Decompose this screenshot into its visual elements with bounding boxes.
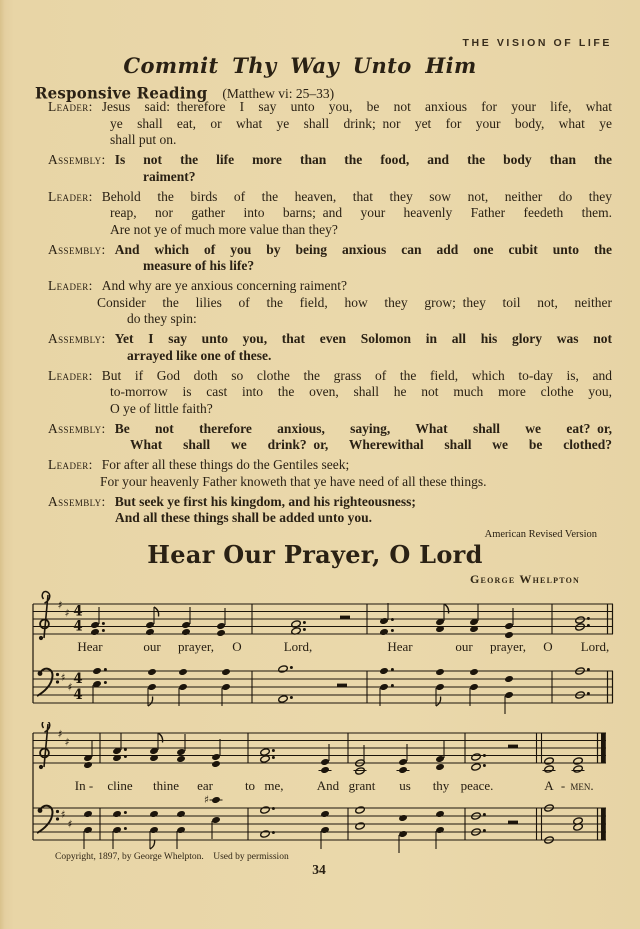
reading-text: For after all these things do the Gentiles seek; bbox=[101, 457, 350, 472]
quarter-notehead bbox=[320, 758, 330, 766]
quarter-notehead bbox=[176, 748, 186, 756]
quarter-notehead bbox=[435, 826, 445, 834]
reading-paragraph bbox=[48, 278, 612, 328]
reading-text: raiment? bbox=[143, 168, 196, 184]
lyric-word: - bbox=[560, 778, 566, 793]
svg-text:♯: ♯ bbox=[67, 681, 73, 694]
augmentation-dot bbox=[104, 668, 107, 671]
half-rest bbox=[508, 745, 518, 748]
treble-clef-icon bbox=[39, 591, 50, 640]
quarter-notehead bbox=[145, 621, 155, 629]
bass-staff bbox=[33, 794, 606, 853]
reading-paragraph bbox=[48, 331, 612, 364]
svg-text:♯: ♯ bbox=[57, 599, 63, 612]
augmentation-dot bbox=[391, 618, 394, 621]
quarter-notehead bbox=[379, 667, 389, 675]
reading-text: Yet I say unto you, that even Solomon in all his glory was not bbox=[114, 331, 612, 346]
quarter-notehead bbox=[83, 826, 93, 834]
augmentation-dot bbox=[272, 749, 275, 752]
quarter-notehead bbox=[149, 826, 159, 834]
speaker-label: Assembly: bbox=[48, 493, 106, 509]
half-notehead bbox=[278, 695, 288, 703]
augmentation-dot bbox=[391, 629, 394, 632]
half-notehead bbox=[260, 755, 270, 763]
augmentation-dot bbox=[124, 811, 127, 814]
reading-line bbox=[130, 437, 612, 454]
half-notehead bbox=[471, 753, 481, 761]
augmentation-dot bbox=[272, 756, 275, 759]
half-notehead bbox=[260, 806, 270, 814]
augmentation-dot bbox=[587, 692, 590, 695]
lyric-word: In - bbox=[74, 778, 94, 793]
half-notehead bbox=[260, 830, 270, 838]
reading-line bbox=[110, 401, 612, 418]
quarter-notehead bbox=[216, 629, 226, 637]
quarter-notehead bbox=[211, 760, 221, 768]
responsive-reading-heading: Responsive Reading bbox=[35, 83, 208, 103]
reading-text: shall put on. bbox=[110, 132, 177, 147]
quarter-notehead bbox=[435, 755, 445, 763]
quarter-notehead bbox=[147, 668, 157, 676]
quarter-notehead bbox=[176, 826, 186, 834]
reading-text: O ye of little faith? bbox=[110, 400, 213, 416]
version-attribution: American Revised Version bbox=[484, 529, 597, 540]
quarter-notehead bbox=[211, 753, 221, 761]
augmentation-dot bbox=[124, 748, 127, 751]
reading-title: Commit Thy Way Unto Him bbox=[123, 53, 477, 78]
eighth-flag bbox=[148, 697, 153, 707]
quarter-notehead bbox=[469, 683, 479, 691]
reading-line bbox=[48, 152, 612, 169]
reading-text: measure of his life? bbox=[143, 258, 255, 273]
half-notehead bbox=[471, 763, 481, 771]
quarter-notehead bbox=[221, 683, 231, 691]
quarter-notehead bbox=[149, 810, 159, 818]
lyric-word: thine bbox=[153, 778, 179, 793]
reading-line bbox=[48, 368, 612, 385]
reading-text: Are not ye of much more value than they? bbox=[110, 221, 338, 237]
augmentation-dot bbox=[272, 831, 275, 834]
quarter-notehead bbox=[83, 761, 93, 769]
reading-line bbox=[48, 331, 612, 348]
speaker-label: Assembly: bbox=[48, 241, 106, 257]
reading-line bbox=[110, 116, 612, 133]
quarter-notehead bbox=[398, 814, 408, 822]
reading-text: But seek ye first his kingdom, and his righteousness; bbox=[114, 493, 416, 509]
svg-text:4: 4 bbox=[73, 618, 83, 635]
half-notehead bbox=[355, 806, 365, 814]
time-signature: 4 bbox=[73, 671, 83, 687]
quarter-notehead bbox=[90, 628, 100, 636]
quarter-notehead bbox=[398, 758, 408, 766]
speaker-label: Leader: bbox=[48, 367, 93, 383]
reading-text: ye shall eat, or what ye shall drink; nor yet for your body, what ye bbox=[110, 115, 612, 131]
lyric-word: our bbox=[455, 639, 473, 654]
quarter-notehead bbox=[83, 810, 93, 818]
augmentation-dot bbox=[391, 668, 394, 671]
lyric-word: thy bbox=[432, 778, 450, 793]
lyric-word: Lord, bbox=[580, 639, 610, 654]
copyright-line: Copyright, 1897, by George Whelpton. Used by permission bbox=[55, 852, 289, 862]
quarter-notehead bbox=[112, 810, 122, 818]
half-notehead bbox=[544, 765, 554, 773]
quarter-notehead bbox=[379, 617, 389, 625]
quarter-notehead bbox=[379, 683, 389, 691]
quarter-notehead bbox=[176, 755, 186, 763]
lyric-word: us bbox=[399, 778, 411, 793]
half-notehead bbox=[573, 757, 583, 765]
speaker-label: Leader: bbox=[48, 188, 93, 204]
quarter-notehead bbox=[211, 796, 221, 804]
music-system-2 bbox=[0, 722, 640, 864]
lyric-word: Hear bbox=[387, 639, 413, 654]
treble-clef-icon bbox=[39, 722, 50, 769]
reading-line bbox=[48, 99, 612, 116]
reading-line bbox=[48, 457, 612, 474]
lyric-word: Hear bbox=[77, 639, 103, 654]
quarter-notehead bbox=[211, 816, 221, 824]
scripture-reference: (Matthew vi: 25–33) bbox=[222, 86, 335, 101]
reading-text: arrayed like one of these. bbox=[127, 347, 272, 363]
svg-text:♯: ♯ bbox=[64, 607, 70, 620]
augmentation-dot bbox=[391, 684, 394, 687]
reading-line bbox=[48, 242, 612, 259]
reading-line bbox=[127, 348, 612, 365]
reading-line bbox=[110, 384, 612, 401]
augmentation-dot bbox=[303, 628, 306, 631]
lyric-word: O bbox=[543, 639, 553, 654]
reading-text: Jesus said: therefore I say unto you, be not anxious for your life, what bbox=[101, 99, 612, 114]
augmentation-dot bbox=[483, 829, 486, 832]
half-notehead bbox=[575, 616, 585, 624]
augmentation-dot bbox=[102, 629, 105, 632]
reading-text: do they spin: bbox=[127, 311, 197, 326]
reading-text: And all these things shall be added unto you. bbox=[115, 510, 372, 525]
lyric-word: peace. bbox=[460, 778, 494, 793]
eighth-flag bbox=[150, 840, 155, 850]
reading-text: What shall we drink? or, Wherewithal shall we be clothed? bbox=[130, 437, 612, 452]
reading-text: to-morrow is cast into the oven, shall he not much more clothe you, bbox=[110, 384, 612, 399]
reading-line bbox=[97, 295, 612, 312]
reading-paragraph bbox=[48, 368, 612, 418]
quarter-notehead bbox=[320, 810, 330, 818]
eighth-flag bbox=[436, 697, 441, 707]
lyric-word: O bbox=[232, 639, 242, 654]
reading-text: And which of you by being anxious can add one cubit unto the bbox=[114, 241, 612, 257]
quarter-notehead bbox=[181, 621, 191, 629]
quarter-notehead bbox=[216, 622, 226, 630]
speaker-label: Leader: bbox=[48, 457, 93, 472]
speaker-label: Assembly: bbox=[48, 152, 106, 167]
quarter-notehead bbox=[504, 622, 514, 630]
reading-paragraph bbox=[48, 421, 612, 454]
reading-paragraph bbox=[48, 152, 612, 185]
responsive-reading-text bbox=[48, 99, 612, 530]
half-rest bbox=[508, 821, 518, 824]
bass-staff bbox=[33, 665, 613, 714]
lyric-word: prayer, bbox=[490, 639, 526, 654]
time-signature: 4 bbox=[73, 603, 83, 620]
svg-text:♯: ♯ bbox=[67, 818, 73, 831]
reading-line bbox=[143, 169, 612, 186]
half-notehead bbox=[278, 665, 288, 673]
reading-line bbox=[127, 311, 612, 328]
half-notehead bbox=[573, 765, 583, 773]
augmentation-dot bbox=[124, 755, 127, 758]
augmentation-dot bbox=[272, 807, 275, 810]
lyric-word: me, bbox=[264, 778, 284, 793]
eighth-flag bbox=[158, 733, 163, 743]
reading-paragraph bbox=[48, 99, 612, 149]
quarter-notehead bbox=[398, 830, 408, 838]
reading-text: For your heavenly Father knoweth that ye have need of all these things. bbox=[100, 473, 487, 489]
quarter-notehead bbox=[112, 826, 122, 834]
augmentation-dot bbox=[290, 696, 293, 699]
music-system-1 bbox=[0, 588, 640, 726]
quarter-notehead bbox=[504, 675, 514, 683]
svg-text:♯: ♯ bbox=[60, 809, 66, 821]
quarter-notehead bbox=[435, 683, 445, 691]
half-rest bbox=[337, 684, 347, 687]
half-notehead bbox=[544, 757, 554, 765]
augmentation-dot bbox=[587, 624, 590, 627]
augmentation-dot bbox=[290, 666, 293, 669]
reading-paragraph bbox=[48, 189, 612, 239]
quarter-notehead bbox=[221, 668, 231, 676]
svg-text:♯: ♯ bbox=[60, 672, 66, 684]
augmentation-dot bbox=[483, 764, 486, 767]
lyric-word: Lord, bbox=[283, 639, 313, 654]
half-notehead bbox=[260, 748, 270, 756]
reading-line bbox=[110, 222, 612, 239]
quarter-notehead bbox=[145, 628, 155, 636]
augmentation-dot bbox=[124, 827, 127, 830]
svg-text:4: 4 bbox=[73, 687, 83, 703]
quarter-notehead bbox=[92, 667, 102, 675]
running-head: THE VISION OF LIFE bbox=[462, 37, 612, 49]
bass-clef-icon bbox=[37, 806, 59, 833]
svg-text:♯: ♯ bbox=[57, 728, 63, 741]
bass-clef-icon bbox=[37, 669, 59, 696]
lyric-word: our bbox=[143, 639, 161, 654]
quarter-notehead bbox=[435, 668, 445, 676]
quarter-notehead bbox=[504, 691, 514, 699]
reading-line bbox=[115, 510, 612, 527]
reading-text: reap, nor gather into barns; and your heavenly Father feedeth them. bbox=[110, 205, 612, 220]
reading-text: Is not the life more than the food, and the body than the bbox=[114, 152, 612, 167]
quarter-notehead bbox=[469, 668, 479, 676]
quarter-notehead bbox=[178, 683, 188, 691]
lyric-word: prayer, bbox=[178, 639, 214, 654]
speaker-label: Leader: bbox=[48, 278, 93, 293]
augmentation-dot bbox=[104, 681, 107, 684]
reading-line bbox=[110, 132, 612, 149]
quarter-notehead bbox=[379, 628, 389, 636]
eighth-flag bbox=[444, 604, 449, 614]
quarter-notehead bbox=[176, 810, 186, 818]
composer-credit: George Whelpton bbox=[470, 572, 580, 586]
speaker-label: Assembly: bbox=[48, 331, 106, 346]
lyrics-line bbox=[77, 639, 609, 654]
lyric-word: cline bbox=[107, 778, 133, 793]
augmentation-dot bbox=[102, 622, 105, 625]
half-rest bbox=[340, 616, 350, 619]
reading-paragraph bbox=[48, 457, 612, 490]
quarter-notehead bbox=[398, 766, 408, 774]
reading-line bbox=[48, 189, 612, 206]
treble-staff bbox=[33, 722, 606, 775]
augmentation-dot bbox=[483, 754, 486, 757]
reading-text: Consider the lilies of the field, how they grow; they toil not, neither bbox=[97, 294, 612, 310]
reading-line bbox=[48, 421, 612, 438]
reading-line bbox=[48, 278, 612, 295]
lyric-word: grant bbox=[348, 778, 376, 793]
reading-text: But if God doth so clothe the grass of the field, which to-day is, and bbox=[101, 367, 612, 383]
quarter-notehead bbox=[181, 628, 191, 636]
augmentation-dot bbox=[483, 813, 486, 816]
quarter-notehead bbox=[147, 683, 157, 691]
quarter-notehead bbox=[90, 621, 100, 629]
lyrics-line bbox=[75, 778, 594, 793]
lyric-word: And bbox=[316, 778, 340, 793]
reading-paragraph bbox=[48, 494, 612, 527]
page-number: 34 bbox=[312, 862, 326, 877]
svg-text:♯: ♯ bbox=[64, 736, 70, 749]
svg-text:♯: ♯ bbox=[203, 794, 210, 806]
lyric-word: men. bbox=[570, 778, 594, 793]
reading-line bbox=[48, 494, 612, 511]
reading-line bbox=[110, 205, 612, 222]
lyric-word: to bbox=[244, 778, 256, 793]
reading-text: Be not therefore anxious, saying, What shall we eat? or, bbox=[114, 420, 612, 436]
speaker-label: Leader: bbox=[48, 99, 93, 114]
reading-text: And why are ye anxious concerning raiment? bbox=[101, 278, 347, 293]
half-notehead bbox=[355, 822, 365, 830]
reading-line bbox=[143, 258, 612, 275]
augmentation-dot bbox=[587, 617, 590, 620]
hymn-title: Hear Our Prayer, O Lord bbox=[147, 540, 483, 569]
quarter-notehead bbox=[435, 763, 445, 771]
reading-paragraph bbox=[48, 242, 612, 275]
quarter-notehead bbox=[178, 668, 188, 676]
lyric-word: ear bbox=[197, 778, 213, 793]
treble-staff bbox=[33, 591, 613, 640]
reading-line bbox=[100, 474, 612, 491]
speaker-label: Assembly: bbox=[48, 420, 106, 436]
quarter-notehead bbox=[320, 766, 330, 774]
quarter-notehead bbox=[504, 631, 514, 639]
quarter-notehead bbox=[320, 826, 330, 834]
augmentation-dot bbox=[587, 668, 590, 671]
quarter-notehead bbox=[435, 810, 445, 818]
lyric-word: A bbox=[544, 778, 554, 793]
reading-text: Behold the birds of the heaven, that they sow not, neither do they bbox=[101, 188, 612, 204]
augmentation-dot bbox=[303, 621, 306, 624]
